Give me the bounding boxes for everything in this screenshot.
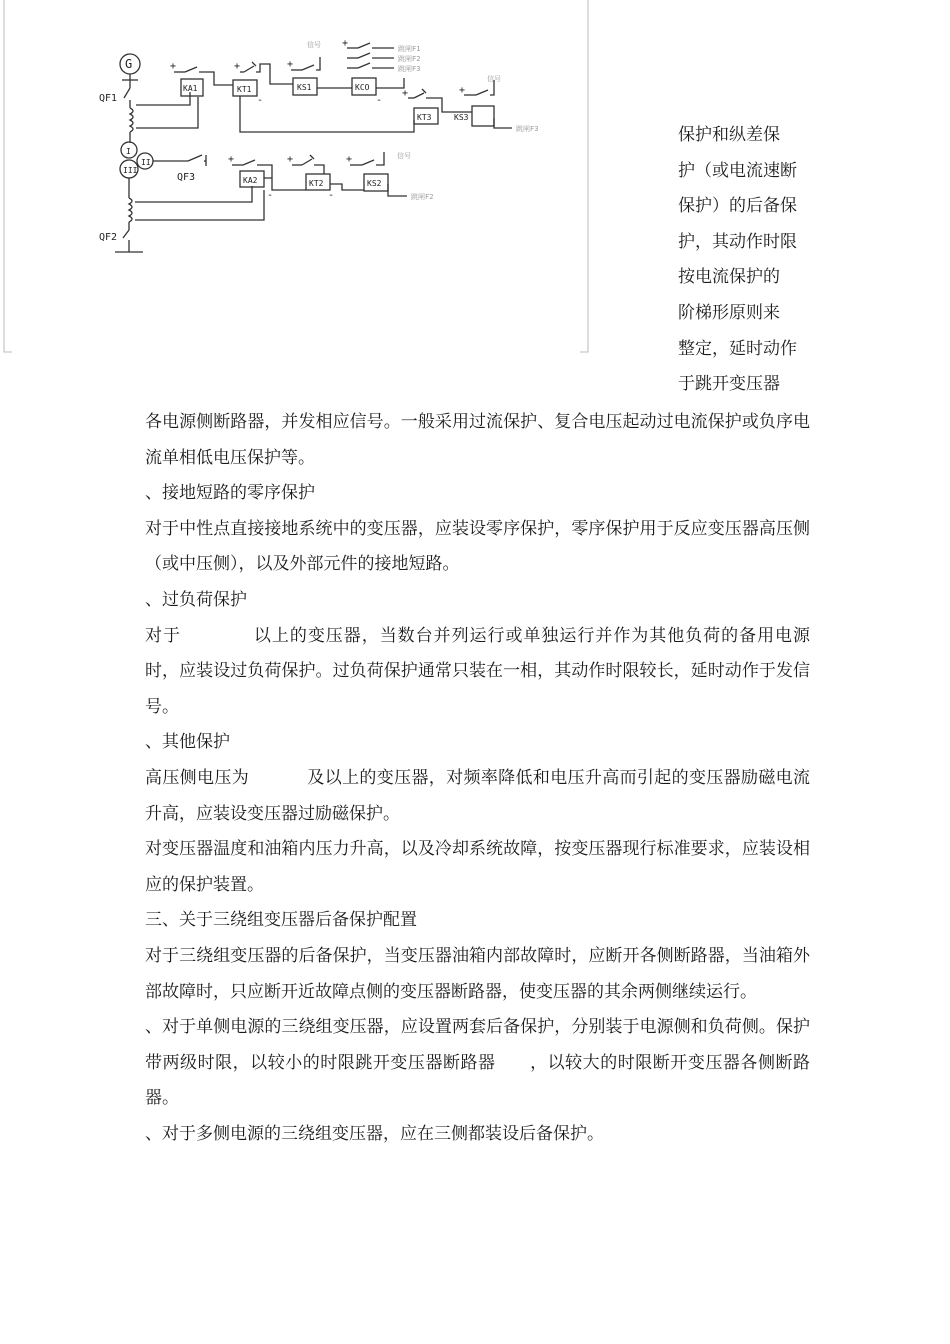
ks1-label: KS1 (297, 83, 312, 92)
qf3-label: QF3 (177, 172, 196, 183)
kt2-label: KT2 (309, 179, 324, 188)
plus-ks1: + (287, 59, 294, 70)
trip-f1-label: 跳闸F1 (398, 45, 421, 53)
paragraph-zero-sequence: 对于中性点直接接地系统中的变压器，应装设零序保护，零序保护用于反应变压器高压侧（或中压侧），以及外部元件的接地短路。 (145, 518, 810, 575)
side-line: 护，其动作时限 (678, 231, 797, 252)
overload-text-start: 对于 (145, 625, 181, 646)
heading-zero-sequence: 、接地短路的零序保护 (145, 483, 315, 504)
trip-f3-ks3-label: 跳闸F3 (516, 125, 539, 133)
signal-label-ks3: 信号 (487, 75, 501, 83)
paragraph-three-winding-backup: 对于三绕组变压器的后备保护，当变压器油箱内部故障时，应断开各侧断路器，当油箱外部故障时，只应断开近故障点侧的变压器断路器，使变压器的其余两侧继续运行。 (145, 945, 810, 1002)
protection-circuit-diagram (2, 0, 592, 358)
minus-kt2: - (328, 190, 335, 201)
ct2-label: II (141, 158, 151, 167)
paragraph-temperature-pressure: 对变压器温度和油箱内压力升高，以及冷却系统故障，按变压器现行标准要求，应装设相应的保护装置。 (145, 839, 810, 895)
side-line: 阶梯形原则来 (678, 302, 780, 323)
minus-kco: - (376, 95, 383, 106)
paragraph-overload (145, 619, 810, 726)
plus-ks2: + (346, 154, 353, 165)
paragraph-overexcitation (145, 761, 810, 832)
minus-ka2: - (267, 190, 274, 201)
plus-kt1: + (234, 61, 241, 72)
plus-ks3: + (459, 85, 466, 96)
side-line: 于跳开变压器 (678, 374, 780, 395)
plus-kco: + (342, 38, 349, 49)
side-line: 保护）的后备保 (678, 196, 797, 217)
signal-label-ks2: 信号 (397, 152, 411, 160)
qf1-label: QF1 (99, 93, 118, 104)
kt1-label: KT1 (237, 85, 252, 94)
minus-kt1: - (257, 95, 264, 106)
paragraph-backup-protection-end: 各电源侧断路器，并发相应信号。一般采用过流保护、复合电压起动过电流保护或负序电流单相低电压保护等。 (145, 412, 810, 468)
paragraph-single-source (145, 1010, 810, 1117)
heading-overload: 、过负荷保护 (145, 589, 247, 610)
heading-three-winding: 三、关于三绕组变压器后备保护配置 (145, 910, 417, 931)
single-source-text-rest: ，以较大的时限断开变压器各侧断路器。 (145, 1052, 811, 1109)
plus-kt2: + (287, 154, 294, 165)
trip-f3-label: 跳闸F3 (398, 65, 421, 73)
ks2-label: KS2 (367, 179, 382, 188)
heading-other-protection: 、其他保护 (145, 732, 230, 753)
ka1-label: KA1 (183, 84, 198, 93)
overexcitation-text-rest: 及以上的变压器，对频率降低和电压升高而引起的变压器励磁电流升高，应装设变压器过励磁保护。 (145, 767, 811, 824)
document-body (145, 405, 810, 1152)
frame-corners (4, 0, 588, 352)
single-source-text-start: 、对于单侧电源的三绕组变压器，应设置两套后备保护，分别装于电源侧和负荷侧。保护带两级时限，以较小的时限跳开变压器断路器 (145, 1017, 810, 1073)
plus-ka2: + (228, 154, 235, 165)
ka2-label: KA2 (243, 176, 258, 185)
overexcitation-text-start: 高压侧电压为 (145, 767, 250, 788)
qf2-label: QF2 (99, 232, 118, 243)
ct3-label: III (123, 166, 138, 175)
trip-f2-label: 跳闸F2 (398, 55, 421, 63)
signal-label-ks1: 信号 (307, 41, 321, 49)
side-line: 整定，延时动作 (678, 338, 797, 359)
diagram-svg (2, 0, 592, 358)
overload-text-rest: 以上的变压器，当数台并列运行或单独运行并作为其他负荷的备用电源时，应装设过负荷保护。过负荷保护通常只装在一相，其动作时限较长，延时动作于发信号。 (145, 625, 811, 717)
side-line: 护（或电流速断 (678, 160, 797, 181)
side-line: 保护和纵差保 (678, 125, 780, 145)
ct1-label: I (126, 147, 131, 156)
ks3-label: KS3 (454, 113, 469, 122)
generator-label: G (125, 57, 133, 71)
kt3-label: KT3 (417, 113, 432, 122)
plus-kt3: + (402, 88, 409, 99)
kco-label: KCO (355, 83, 370, 92)
trip-f2-ks2-label: 跳闸F2 (411, 193, 434, 201)
plus-ka1: + (170, 61, 177, 72)
side-line: 按电流保护的 (678, 267, 780, 288)
side-text-column (678, 118, 818, 403)
paragraph-multi-source: 、对于多侧电源的三绕组变压器，应在三侧都装设后备保护。 (145, 1123, 604, 1144)
